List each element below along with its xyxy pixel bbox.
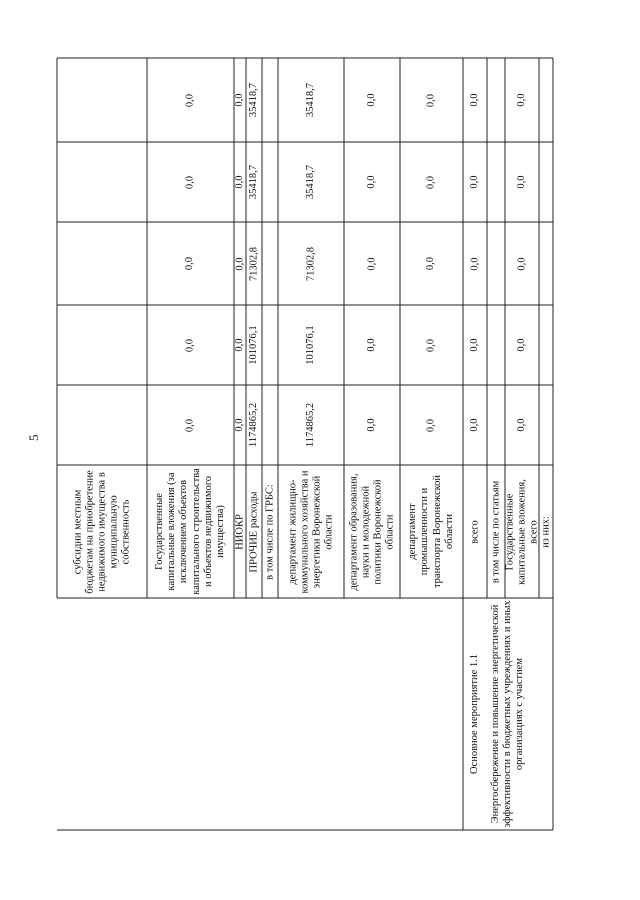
row-label: Государственные капитальные вложения, всего: [503, 478, 540, 585]
row-value: [540, 387, 552, 463]
row-value: 101076,1: [247, 325, 259, 365]
row-value: [58, 387, 146, 463]
row-value: 0,0: [184, 256, 196, 271]
row-label: Государственные капитальные вложения (за исключением объектов капитального строительства и объектов недвижимого имущества): [154, 468, 226, 595]
section-name-cell: Энергосбережение и повышение энергетической эффективности в бюджетных учреждениях и иных организациях с участием: [489, 600, 526, 828]
row-value: [263, 387, 277, 463]
row-value: [488, 307, 504, 383]
row-label: всего: [468, 519, 480, 544]
row-label: из них:: [539, 515, 551, 548]
row-value: 1174865,2: [247, 402, 259, 448]
row-value: 71302,8: [304, 246, 316, 281]
row-label: ПРОЧИЕ расходы: [247, 491, 259, 572]
row-value: [540, 60, 552, 140]
row-value: 0,0: [365, 175, 377, 189]
row-value: 0,0: [515, 338, 527, 352]
row-value: 0,0: [233, 256, 245, 271]
row-value: [263, 144, 277, 220]
row-value: [488, 224, 504, 303]
row-value: 0,0: [468, 93, 480, 107]
row-value: 0,0: [515, 175, 527, 189]
row-value: 0,0: [425, 93, 437, 107]
row-value: 0,0: [365, 256, 377, 271]
row-value: 35418,7: [304, 82, 316, 118]
row-value: 0,0: [468, 418, 480, 432]
row-value: 0,0: [233, 93, 245, 107]
row-value: 0,0: [468, 175, 480, 189]
row-value: 0,0: [365, 93, 377, 107]
row-value: [58, 144, 146, 220]
row-value: [488, 144, 504, 220]
row-label: департамент жилищно-коммунального хозяйства и энергетики Воронежской области: [286, 469, 335, 594]
row-value: 35418,7: [247, 82, 259, 118]
page-number: 5: [26, 434, 41, 441]
row-label: департамент промышленности и транспорта Воронежской области: [407, 474, 455, 589]
section-status-cell: Основное мероприятие 1.1: [468, 653, 480, 775]
row-value: [488, 60, 504, 140]
row-value: 0,0: [468, 338, 480, 352]
row-value: 0,0: [425, 338, 437, 352]
row-value: 0,0: [233, 418, 245, 432]
row-value: [540, 224, 552, 303]
row-label: НИОКР: [233, 513, 245, 550]
row-value: 1174865,2: [304, 402, 316, 448]
row-value: 0,0: [233, 175, 245, 189]
row-value: [58, 307, 146, 383]
row-value: [540, 307, 552, 383]
row-label: в том числе по ГРБС:: [263, 483, 275, 580]
row-value: 0,0: [184, 93, 196, 107]
row-value: 35418,7: [304, 164, 316, 200]
row-value: [58, 224, 146, 303]
row-value: [263, 60, 277, 140]
row-value: 0,0: [425, 175, 437, 189]
row-value: 0,0: [184, 418, 196, 432]
row-value: 0,0: [515, 93, 527, 107]
row-value: 35418,7: [247, 164, 259, 200]
row-value: [263, 224, 277, 303]
row-value: 71302,8: [247, 246, 259, 281]
row-value: 0,0: [468, 256, 480, 271]
row-value: [263, 307, 277, 383]
row-value: 0,0: [515, 256, 527, 271]
row-value: [540, 144, 552, 220]
row-value: 101076,1: [304, 325, 316, 365]
row-value: 0,0: [184, 175, 196, 189]
row-value: 0,0: [365, 338, 377, 352]
row-value: 0,0: [515, 418, 527, 432]
row-label: департамент образования, науки и молодежной политики Воронежской области: [347, 473, 396, 590]
row-value: 0,0: [233, 338, 245, 352]
row-value: 0,0: [425, 256, 437, 271]
row-label: субсидии местным бюджетам на приобретение недвижимого имущества в муниципальную собственность: [71, 469, 132, 594]
row-value: [488, 387, 504, 463]
row-value: 0,0: [184, 338, 196, 352]
row-label: в том числе по статьям: [489, 480, 501, 583]
row-value: 0,0: [425, 418, 437, 432]
row-value: 0,0: [365, 418, 377, 432]
row-value: [58, 60, 146, 140]
